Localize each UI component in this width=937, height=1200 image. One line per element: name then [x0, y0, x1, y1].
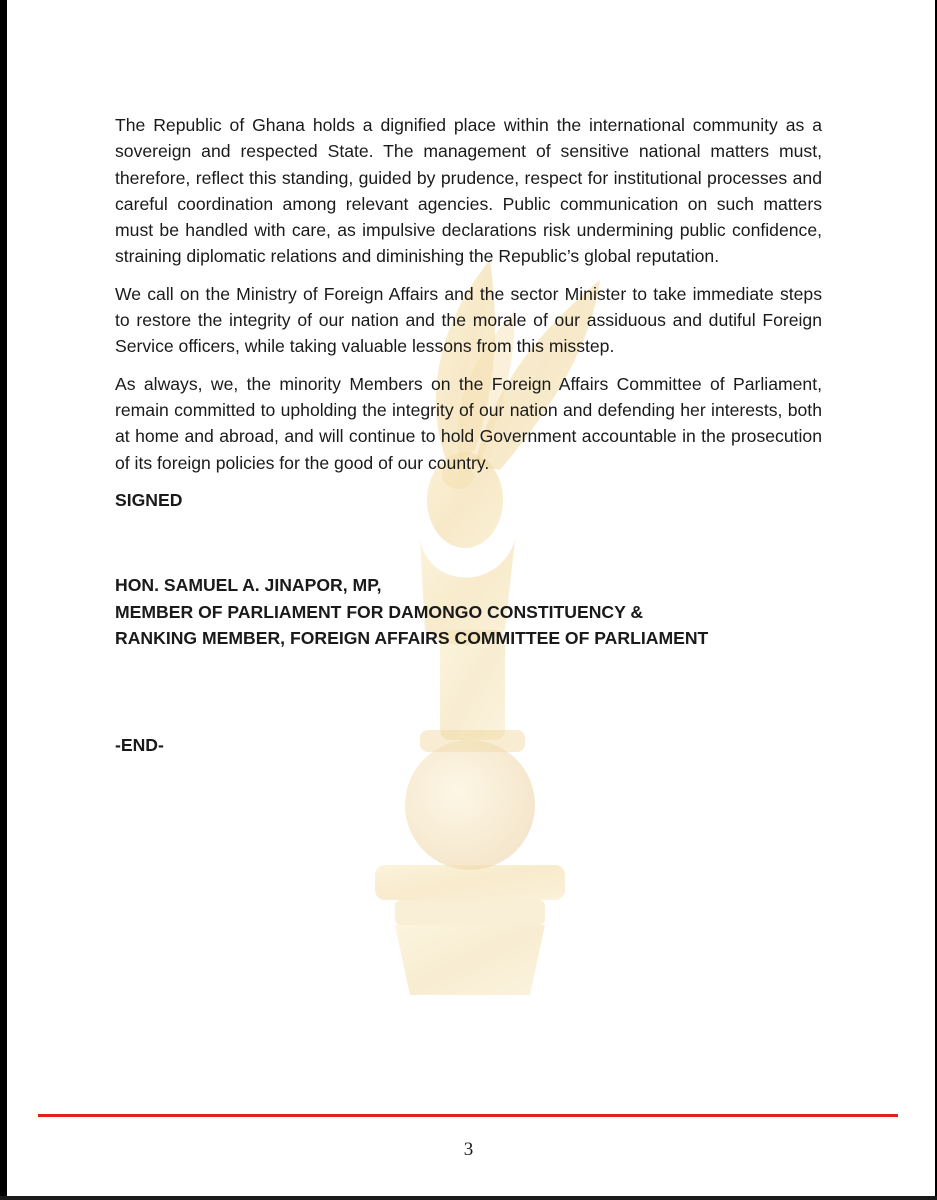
signatory-title-2: RANKING MEMBER, FOREIGN AFFAIRS COMMITTEE OF PARLIAMENT — [115, 628, 709, 649]
page-number: 3 — [463, 1139, 474, 1160]
left-edge-border — [0, 0, 7, 1200]
signatory-name: HON. SAMUEL A. JINAPOR, MP, — [115, 575, 382, 596]
document-body — [115, 112, 822, 758]
footer-red-rule — [38, 1114, 898, 1117]
signatory-title-1: MEMBER OF PARLIAMENT FOR DAMONGO CONSTITUENCY & — [115, 601, 644, 622]
signed-label: SIGNED — [115, 489, 183, 510]
paragraph-3: As always, we, the minority Members on the Foreign Affairs Committee of Parliament, remain committed to upholding the integrity of our nation and defending her interests, both at home and abroad, and will continue to hold Government accountable in the prosecution of its foreign policies for the good of our country. — [115, 373, 822, 473]
paragraph-2: We call on the Ministry of Foreign Affairs and the sector Minister to take immediate steps to restore the integrity of our nation and the morale of our assiduous and dutiful Foreign Service officers, while taking valuable lessons from this misstep. — [115, 283, 822, 357]
bottom-edge-border — [0, 1196, 937, 1200]
paragraph-1: The Republic of Ghana holds a dignified place within the international community as a sovereign and respected State. The management of sensitive national matters must, therefore, reflect this standing, guided by prudence, respect for institutional processes and careful coordination among relevant agencies. Public communication on such matters must be handled with care, as impulsive declarations risk undermining public confidence, straining diplomatic relations and diminishing the Republic’s global reputation. — [115, 115, 822, 267]
signatory-block — [115, 572, 822, 652]
end-mark: -END- — [115, 734, 164, 755]
